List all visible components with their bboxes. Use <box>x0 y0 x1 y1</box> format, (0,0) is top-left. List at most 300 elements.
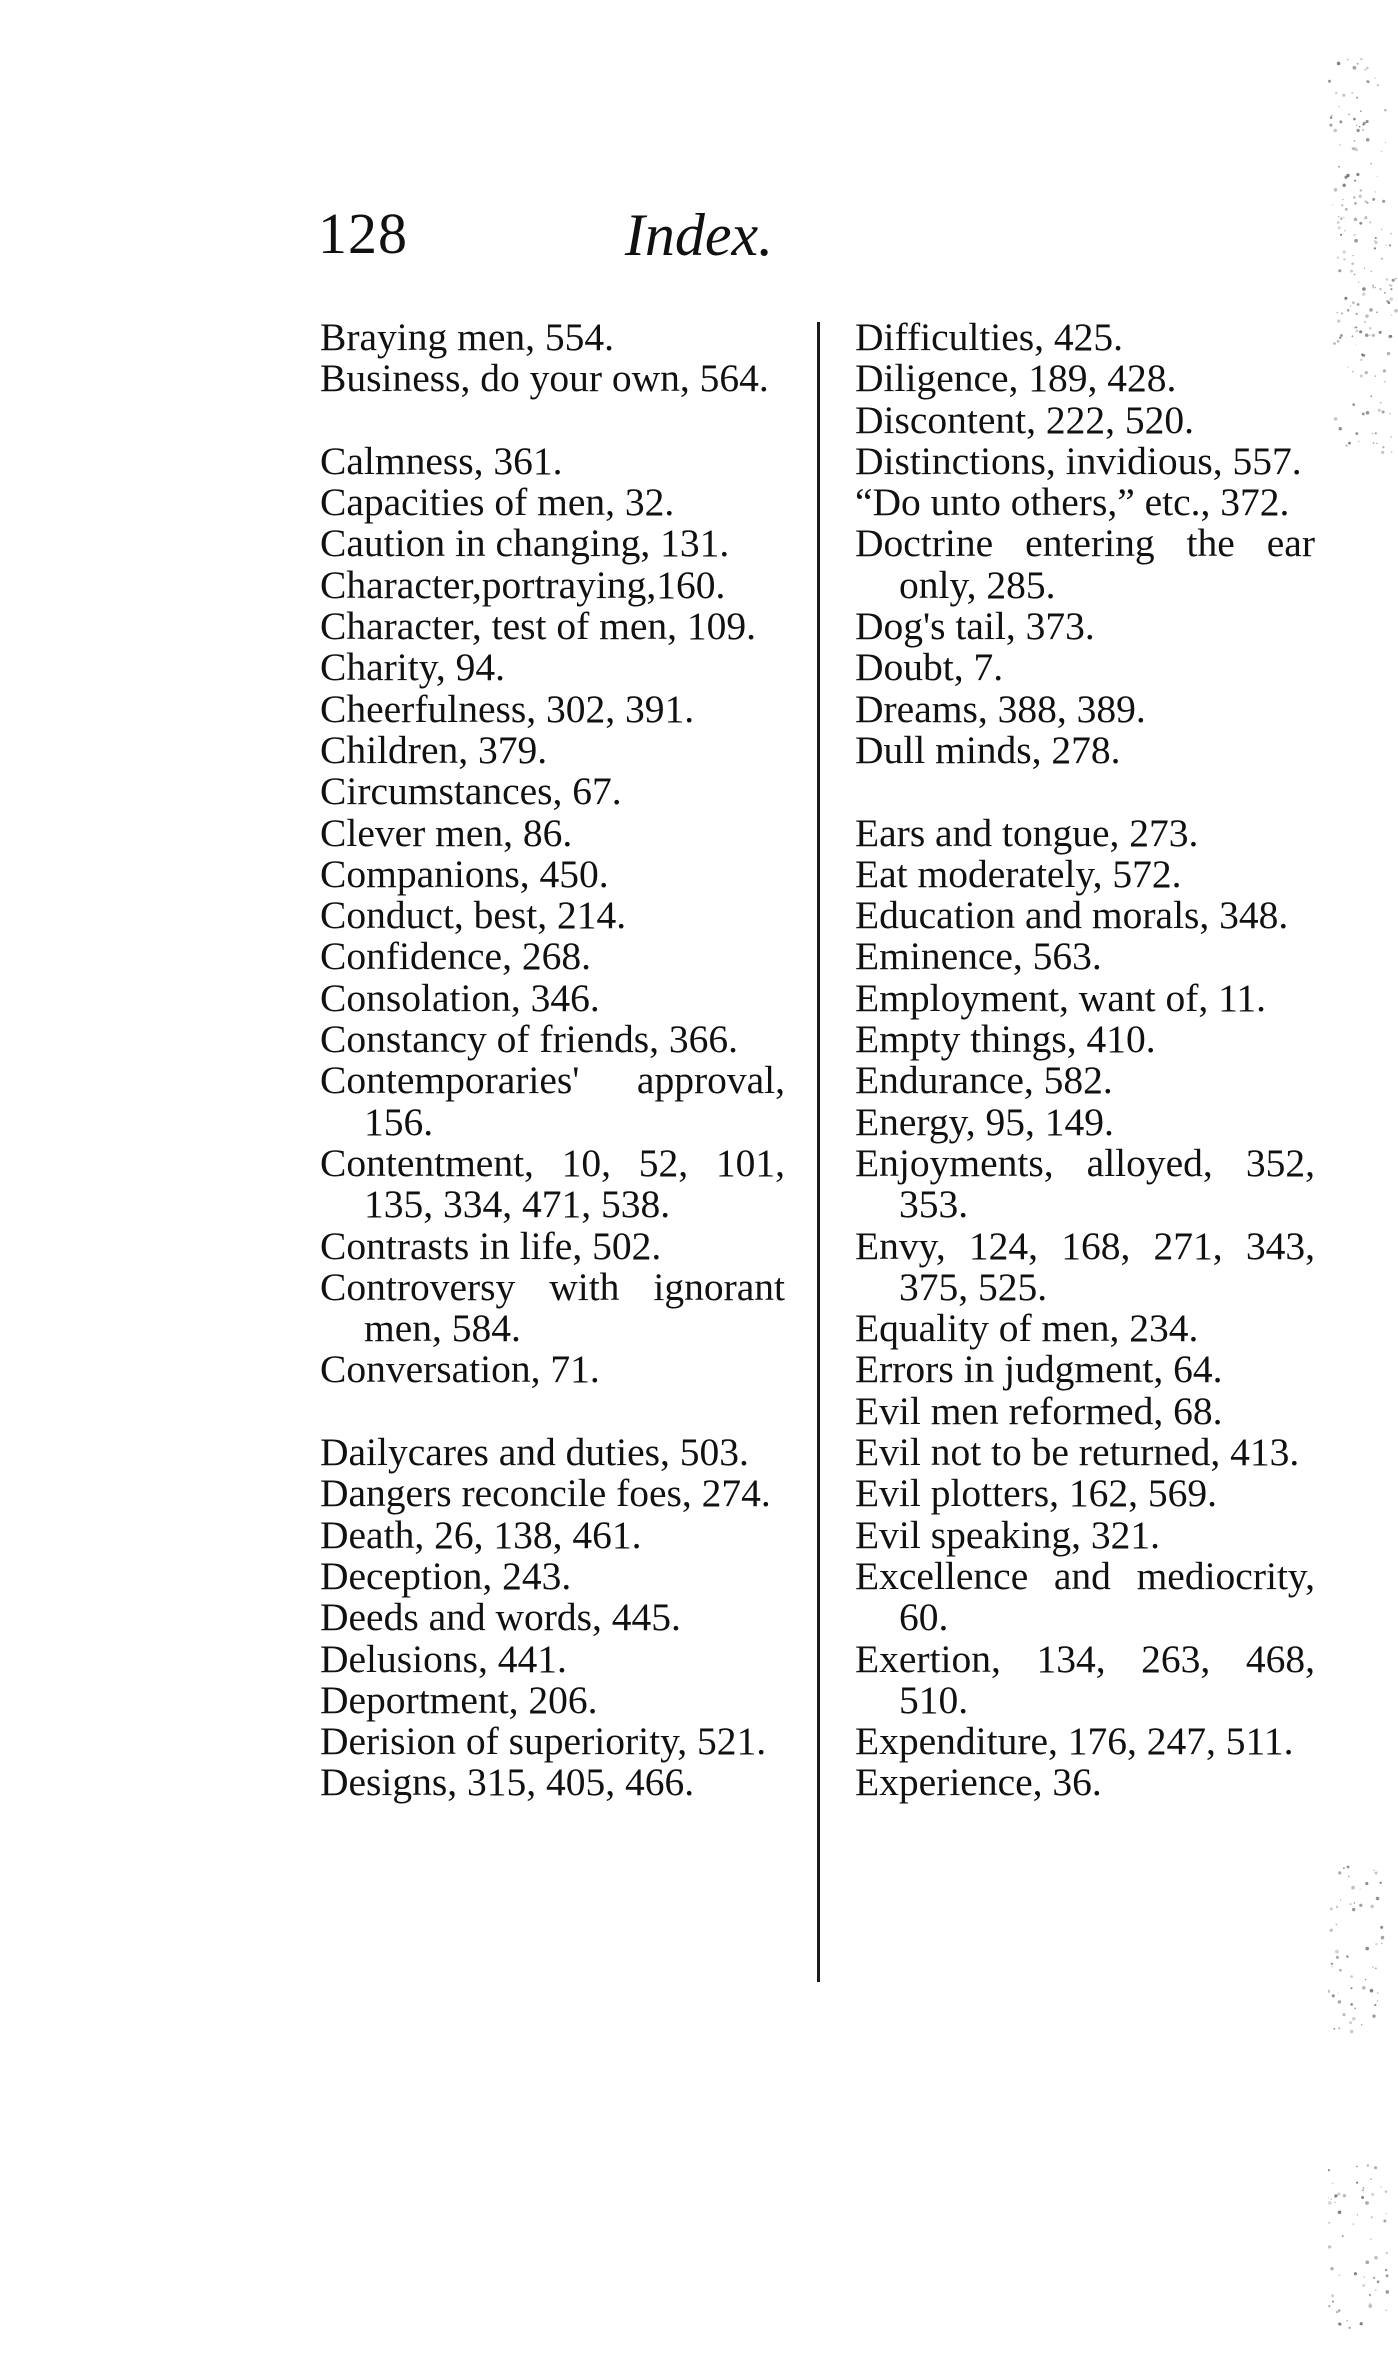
speckle-dot <box>1347 1866 1350 1869</box>
speckle-dot <box>1337 257 1339 259</box>
speckle-dot <box>1351 92 1353 94</box>
speckle-dot <box>1330 117 1332 119</box>
index-entry: Envy, 124, 168, 271, 343, 375, 525. <box>855 1223 1315 1309</box>
speckle-dot <box>1356 330 1359 333</box>
speckle-dot <box>1348 442 1351 445</box>
speckle-dot <box>1328 2222 1330 2224</box>
speckle-dot <box>1373 2277 1375 2279</box>
speckle-dot <box>1343 2194 1346 2197</box>
speckle-dot <box>1354 234 1356 236</box>
index-entry: Endurance, 582. <box>855 1058 1113 1103</box>
speckle-dot <box>1375 1943 1377 1945</box>
speckle-dot <box>1364 268 1365 269</box>
speckle-dot <box>1358 441 1360 443</box>
speckle-dot <box>1385 142 1386 143</box>
speckle-dot <box>1330 1907 1333 1910</box>
index-entry: Controversy with ignorant men, 584. <box>320 1264 785 1351</box>
speckle-dot <box>1350 2030 1354 2034</box>
index-entry: Evil men reformed, 68. <box>855 1388 1223 1433</box>
speckle-dot <box>1374 247 1376 249</box>
speckle-dot <box>1357 2214 1358 2215</box>
speckle-dot <box>1356 129 1359 132</box>
speckle-dot <box>1356 313 1358 315</box>
speckle-dot <box>1366 2261 1370 2265</box>
speckle-dot <box>1375 1968 1377 1970</box>
speckle-dot <box>1338 2309 1341 2312</box>
speckle-dot <box>1368 2304 1372 2308</box>
speckle-dot <box>1358 282 1359 283</box>
speckle-dot <box>1360 359 1362 361</box>
speckle-dot <box>1347 59 1348 60</box>
column-divider <box>817 322 820 1982</box>
index-entry: Caution in changing, 131. <box>320 521 730 566</box>
index-entry: Calmness, 361. <box>320 438 563 483</box>
speckle-dot <box>1371 2193 1374 2196</box>
index-entry: Deception, 243. <box>320 1553 572 1598</box>
speckle-dot <box>1384 381 1386 383</box>
speckle-dot <box>1370 2238 1372 2240</box>
speckle-dot <box>1331 2198 1333 2200</box>
speckle-dot <box>1374 241 1377 244</box>
speckle-dot <box>1342 2235 1344 2237</box>
speckle-dot <box>1366 138 1370 142</box>
speckle-dot <box>1354 147 1358 151</box>
index-entry: Eminence, 563. <box>855 934 1102 979</box>
speckle-dot <box>1354 274 1356 276</box>
speckle-dot <box>1346 2320 1348 2322</box>
speckle-dot <box>1354 239 1358 243</box>
speckle-dot <box>1386 244 1387 245</box>
speckle-dot <box>1372 286 1374 288</box>
speckle-dot <box>1367 2164 1369 2166</box>
index-entry: Deportment, 206. <box>320 1677 598 1722</box>
speckle-dot <box>1372 285 1374 287</box>
speckle-dot <box>1375 191 1376 192</box>
speckle-dot <box>1366 411 1370 415</box>
speckle-dot <box>1370 395 1372 397</box>
speckle-dot <box>1337 312 1338 313</box>
speckle-dot <box>1360 110 1362 112</box>
speckle-dot <box>1389 284 1391 286</box>
speckle-dot <box>1365 200 1367 202</box>
speckle-dot <box>1328 80 1331 83</box>
speckle-dot <box>1367 202 1369 204</box>
speckle-dot <box>1335 1950 1339 1954</box>
speckle-dot <box>1338 226 1341 229</box>
speckle-dot <box>1333 129 1337 133</box>
speckle-dot <box>1334 188 1338 192</box>
index-entry: Empty things, 410. <box>855 1017 1156 1062</box>
speckle-dot <box>1338 216 1340 218</box>
speckle-dot <box>1357 63 1359 65</box>
speckle-dot <box>1386 2290 1390 2294</box>
speckle-dot <box>1370 1905 1374 1909</box>
speckle-dot <box>1346 1955 1348 1957</box>
speckle-dot <box>1332 1966 1333 1967</box>
speckle-dot <box>1369 327 1371 329</box>
index-entry: Cheerfulness, 302, 391. <box>320 686 695 731</box>
speckle-dot <box>1348 1876 1349 1877</box>
speckle-dot <box>1372 198 1375 201</box>
speckle-dot <box>1337 340 1340 343</box>
speckle-dot <box>1362 1986 1366 1990</box>
speckle-dot <box>1379 288 1381 290</box>
speckle-dot <box>1359 195 1362 198</box>
page-title: Index. <box>624 202 774 268</box>
speckle-dot <box>1383 369 1386 372</box>
speckle-dot <box>1334 2194 1337 2197</box>
speckle-dot <box>1338 269 1341 272</box>
speckle-dot <box>1361 223 1362 224</box>
speckle-dot <box>1382 446 1384 448</box>
index-entry: Experience, 36. <box>855 1760 1102 1805</box>
speckle-dot <box>1376 311 1378 313</box>
speckle-dot <box>1386 2274 1389 2277</box>
speckle-dot <box>1340 218 1342 220</box>
index-entry: Constancy of friends, 366. <box>320 1017 738 1062</box>
speckle-dot <box>1362 287 1366 291</box>
speckle-dot <box>1365 314 1368 317</box>
speckle-dot <box>1375 237 1377 239</box>
index-entry: Designs, 315, 405, 466. <box>320 1760 695 1805</box>
speckle-dot <box>1345 297 1348 300</box>
speckle-dot <box>1359 126 1361 128</box>
speckle-dot <box>1364 321 1366 323</box>
speckle-dot <box>1362 293 1365 296</box>
speckle-dot <box>1365 1947 1369 1951</box>
speckle-dot <box>1338 1871 1341 1874</box>
speckle-dot <box>1386 278 1389 281</box>
speckle-dot <box>1386 2252 1388 2254</box>
index-entry: Evil speaking, 321. <box>855 1512 1160 1557</box>
speckle-dot <box>1381 1943 1382 1944</box>
speckle-dot <box>1373 442 1375 444</box>
speckle-dot <box>1351 1987 1353 1989</box>
speckle-dot <box>1389 244 1391 246</box>
speckle-dot <box>1339 427 1342 430</box>
speckle-dot <box>1339 2274 1341 2276</box>
speckle-dot <box>1328 2197 1329 2198</box>
speckle-dot <box>1390 288 1392 290</box>
speckle-dot <box>1374 2256 1378 2260</box>
index-entry: Difficulties, 425. <box>855 315 1124 359</box>
index-entry: Children, 379. <box>320 727 548 772</box>
speckle-dot <box>1383 2220 1386 2223</box>
speckle-dot <box>1342 2013 1345 2016</box>
index-entry: “Do unto others,” etc., 372. <box>855 480 1290 525</box>
speckle-dot <box>1372 1967 1373 1968</box>
index-entry: Evil not to be returned, 413. <box>855 1430 1300 1475</box>
index-entry: Dailycares and duties, 503. <box>320 1430 749 1475</box>
speckle-dot <box>1336 1956 1339 1959</box>
speckle-dot <box>1337 320 1340 323</box>
speckle-dot <box>1357 303 1360 306</box>
speckle-dot <box>1366 120 1369 123</box>
speckle-dot <box>1380 402 1381 403</box>
speckle-dot <box>1354 202 1357 205</box>
speckle-dot <box>1386 2213 1387 2214</box>
speckle-dot <box>1331 1963 1334 1966</box>
speckle-dot <box>1331 2294 1334 2297</box>
index-entry: Discontent, 222, 520. <box>855 397 1195 442</box>
index-entry: Dog's tail, 373. <box>855 604 1095 649</box>
speckle-dot <box>1361 2024 1362 2025</box>
index-entry: Confidence, 268. <box>320 934 591 979</box>
speckle-dot <box>1339 120 1342 123</box>
speckle-dot <box>1333 2028 1335 2030</box>
speckle-dot <box>1381 151 1382 152</box>
speckle-dot <box>1350 1975 1353 1978</box>
speckle-dot <box>1343 258 1345 260</box>
speckle-dot <box>1371 271 1373 273</box>
speckle-dot <box>1375 2290 1376 2291</box>
speckle-dot <box>1346 445 1348 447</box>
speckle-dot <box>1388 335 1391 338</box>
index-entry: Errors in judgment, 64. <box>855 1347 1223 1392</box>
index-entry: Contentment, 10, 52, 101, 135, 334, 471, 538. <box>320 1140 785 1227</box>
speckle-dot <box>1355 326 1357 328</box>
speckle-dot <box>1387 352 1390 355</box>
speckle-dot <box>1334 417 1338 421</box>
index-entry: Conduct, best, 214. <box>320 893 627 938</box>
speckle-dot <box>1360 58 1362 60</box>
speckle-dot <box>1388 301 1391 304</box>
speckle-dot <box>1377 84 1379 86</box>
page-edge-speckles <box>1328 0 1398 2367</box>
speckle-dot <box>1371 2216 1373 2218</box>
index-entry: Diligence, 189, 428. <box>855 356 1177 401</box>
speckle-dot <box>1337 1993 1338 1994</box>
index-entry: Doubt, 7. <box>855 645 1004 690</box>
speckle-dot <box>1344 176 1347 179</box>
speckle-dot <box>1369 2303 1370 2304</box>
speckle-dot <box>1343 1867 1345 1869</box>
speckle-dot <box>1390 233 1392 235</box>
speckle-dot <box>1343 217 1344 218</box>
speckle-dot <box>1363 122 1366 125</box>
speckle-dot <box>1376 1897 1380 1901</box>
speckle-dot <box>1351 1886 1355 1890</box>
speckle-dot <box>1384 292 1386 294</box>
speckle-dot <box>1352 301 1355 304</box>
speckle-dot <box>1350 305 1352 307</box>
speckle-dot <box>1347 366 1348 367</box>
speckle-dot <box>1384 109 1386 111</box>
speckle-dot <box>1330 2267 1333 2270</box>
speckle-dot <box>1341 204 1343 206</box>
index-entry: Dreams, 388, 389. <box>855 686 1146 731</box>
speckle-dot <box>1353 2223 1354 2224</box>
speckle-dot <box>1354 327 1356 329</box>
speckle-dot <box>1390 436 1392 438</box>
speckle-dot <box>1340 1899 1341 1900</box>
speckle-dot <box>1372 334 1375 337</box>
speckle-dot <box>1369 335 1370 336</box>
speckle-dot <box>1332 2301 1334 2303</box>
speckle-dot <box>1328 1990 1330 1993</box>
speckle-dot <box>1354 218 1358 222</box>
index-entry: Charity, 94. <box>320 645 506 690</box>
speckle-dot <box>1336 1924 1338 1926</box>
speckle-dot <box>1375 375 1376 376</box>
index-entry: Dangers reconcile foes, 274. <box>320 1471 771 1516</box>
speckle-dot <box>1378 409 1381 412</box>
speckle-dot <box>1339 106 1340 107</box>
speckle-dot <box>1348 114 1349 115</box>
speckle-dot <box>1328 2169 1330 2171</box>
speckle-dot <box>1343 184 1346 187</box>
speckle-dot <box>1353 196 1355 198</box>
speckle-dot <box>1380 1882 1382 1884</box>
speckle-dot <box>1366 80 1369 83</box>
speckle-dot <box>1369 2294 1371 2296</box>
speckle-dot <box>1353 66 1357 70</box>
index-entry: Consolation, 346. <box>320 975 600 1020</box>
index-entry: Clever men, 86. <box>320 810 573 855</box>
index-entry: Enjoyments, alloyed, 352, 353. <box>855 1140 1315 1227</box>
speckle-dot <box>1353 255 1354 256</box>
index-entry: Excellence and mediocrity, 60. <box>855 1553 1315 1640</box>
speckle-dot <box>1362 2189 1364 2191</box>
speckle-dot <box>1361 2196 1364 2199</box>
speckle-dot <box>1345 208 1348 211</box>
speckle-dot <box>1391 285 1392 286</box>
index-entry: Dull minds, 278. <box>855 727 1121 772</box>
speckle-dot <box>1354 2272 1357 2275</box>
speckle-dot <box>1352 335 1354 337</box>
speckle-dot <box>1332 1994 1335 1997</box>
speckle-dot <box>1351 262 1354 265</box>
index-entry: Business, do your own, 564. <box>320 356 769 401</box>
speckle-dot <box>1374 240 1375 241</box>
speckle-dot <box>1390 297 1393 300</box>
speckle-dot <box>1377 2280 1380 2283</box>
index-entry: Death, 26, 138, 461. <box>320 1512 642 1557</box>
speckle-dot <box>1376 443 1377 444</box>
speckle-dot <box>1360 2322 1363 2325</box>
index-entry: Delusions, 441. <box>320 1636 567 1681</box>
speckle-dot <box>1350 270 1353 273</box>
speckle-dot <box>1382 411 1385 414</box>
speckle-dot <box>1362 413 1365 416</box>
speckle-dot <box>1335 92 1337 94</box>
speckle-dot <box>1365 2201 1369 2205</box>
speckle-dot <box>1341 313 1343 315</box>
speckle-dot <box>1370 2178 1371 2179</box>
speckle-dot <box>1385 2190 1388 2193</box>
index-entry: Capacities of men, 32. <box>320 480 675 525</box>
speckle-dot <box>1353 118 1356 121</box>
speckle-dot <box>1372 2015 1375 2018</box>
speckle-dot <box>1354 1902 1355 1903</box>
index-entry: Character,portraying,160. <box>320 562 726 607</box>
speckle-dot <box>1370 163 1372 165</box>
speckle-dot <box>1373 1870 1374 1871</box>
speckle-dot <box>1349 2021 1352 2024</box>
speckle-dot <box>1356 97 1358 99</box>
index-entry: Energy, 95, 149. <box>855 1099 1114 1144</box>
speckle-dot <box>1356 125 1357 126</box>
speckle-dot <box>1352 403 1355 406</box>
speckle-dot <box>1362 129 1363 130</box>
speckle-dot <box>1355 344 1356 345</box>
speckle-dot <box>1328 2305 1330 2307</box>
speckle-dot <box>1338 2027 1340 2029</box>
speckle-dot <box>1386 2310 1387 2311</box>
speckle-dot <box>1359 1904 1362 1907</box>
speckle-dot <box>1366 67 1368 69</box>
speckle-dot <box>1362 2284 1365 2287</box>
speckle-dot <box>1352 2017 1356 2021</box>
index-entry: Contemporaries' approval, 156. <box>320 1058 785 1144</box>
speckle-dot <box>1338 2322 1341 2325</box>
speckle-dot <box>1381 1936 1385 1940</box>
speckle-dot <box>1342 199 1344 201</box>
speckle-dot <box>1349 2327 1351 2329</box>
speckle-dot <box>1333 342 1336 345</box>
index-entry: Deeds and words, 445. <box>320 1595 681 1640</box>
speckle-dot <box>1391 451 1393 453</box>
speckle-dot <box>1375 1872 1378 1875</box>
speckle-dot <box>1380 1926 1383 1929</box>
speckle-dot <box>1328 2201 1332 2205</box>
speckle-dot <box>1360 375 1363 378</box>
speckle-dot <box>1364 69 1366 71</box>
speckle-dot <box>1364 2277 1365 2278</box>
speckle-dot <box>1342 94 1345 97</box>
speckle-dot <box>1381 258 1383 260</box>
speckle-dot <box>1364 216 1367 219</box>
index-entry: Education and morals, 348. <box>855 893 1289 938</box>
speckle-dot <box>1332 2183 1334 2185</box>
speckle-dot <box>1370 1989 1374 1993</box>
speckle-dot <box>1377 176 1378 177</box>
index-entry: Expenditure, 176, 247, 511. <box>855 1719 1294 1764</box>
index-entry: Braying men, 554. <box>320 315 615 359</box>
index-entry: Equality of men, 234. <box>855 1306 1199 1351</box>
speckle-dot <box>1338 2211 1342 2215</box>
speckle-dot <box>1363 2187 1365 2189</box>
page-number: 128 <box>318 201 408 266</box>
speckle-dot <box>1356 173 1359 176</box>
speckle-dot <box>1365 371 1368 374</box>
index-entry: Contrasts in life, 502. <box>320 1223 662 1268</box>
speckle-dot <box>1354 140 1355 141</box>
index-entry: Evil plotters, 162, 569. <box>855 1471 1218 1516</box>
speckle-dot <box>1392 279 1395 282</box>
speckle-dot <box>1344 230 1345 231</box>
speckle-dot <box>1328 2245 1331 2248</box>
speckle-dot <box>1369 308 1373 312</box>
speckle-dot <box>1374 2004 1376 2006</box>
speckle-dot <box>1347 309 1350 312</box>
speckle-dot <box>1375 287 1377 289</box>
speckle-dot <box>1337 61 1338 62</box>
index-entry: Doctrine entering the ear only, 285. <box>855 521 1315 607</box>
speckle-dot <box>1354 180 1356 182</box>
speckle-dot <box>1329 124 1332 127</box>
speckle-dot <box>1356 2166 1358 2168</box>
speckle-dot <box>1340 234 1342 236</box>
speckle-dot <box>1381 229 1382 230</box>
index-entry: Distinctions, invidious, 557. <box>855 438 1302 483</box>
speckle-dot <box>1382 200 1385 203</box>
speckle-dot <box>1377 1992 1379 1994</box>
speckle-dot <box>1330 1929 1333 1932</box>
speckle-dot <box>1350 1903 1352 1905</box>
speckle-dot <box>1339 144 1341 146</box>
speckle-dot <box>1352 371 1353 372</box>
